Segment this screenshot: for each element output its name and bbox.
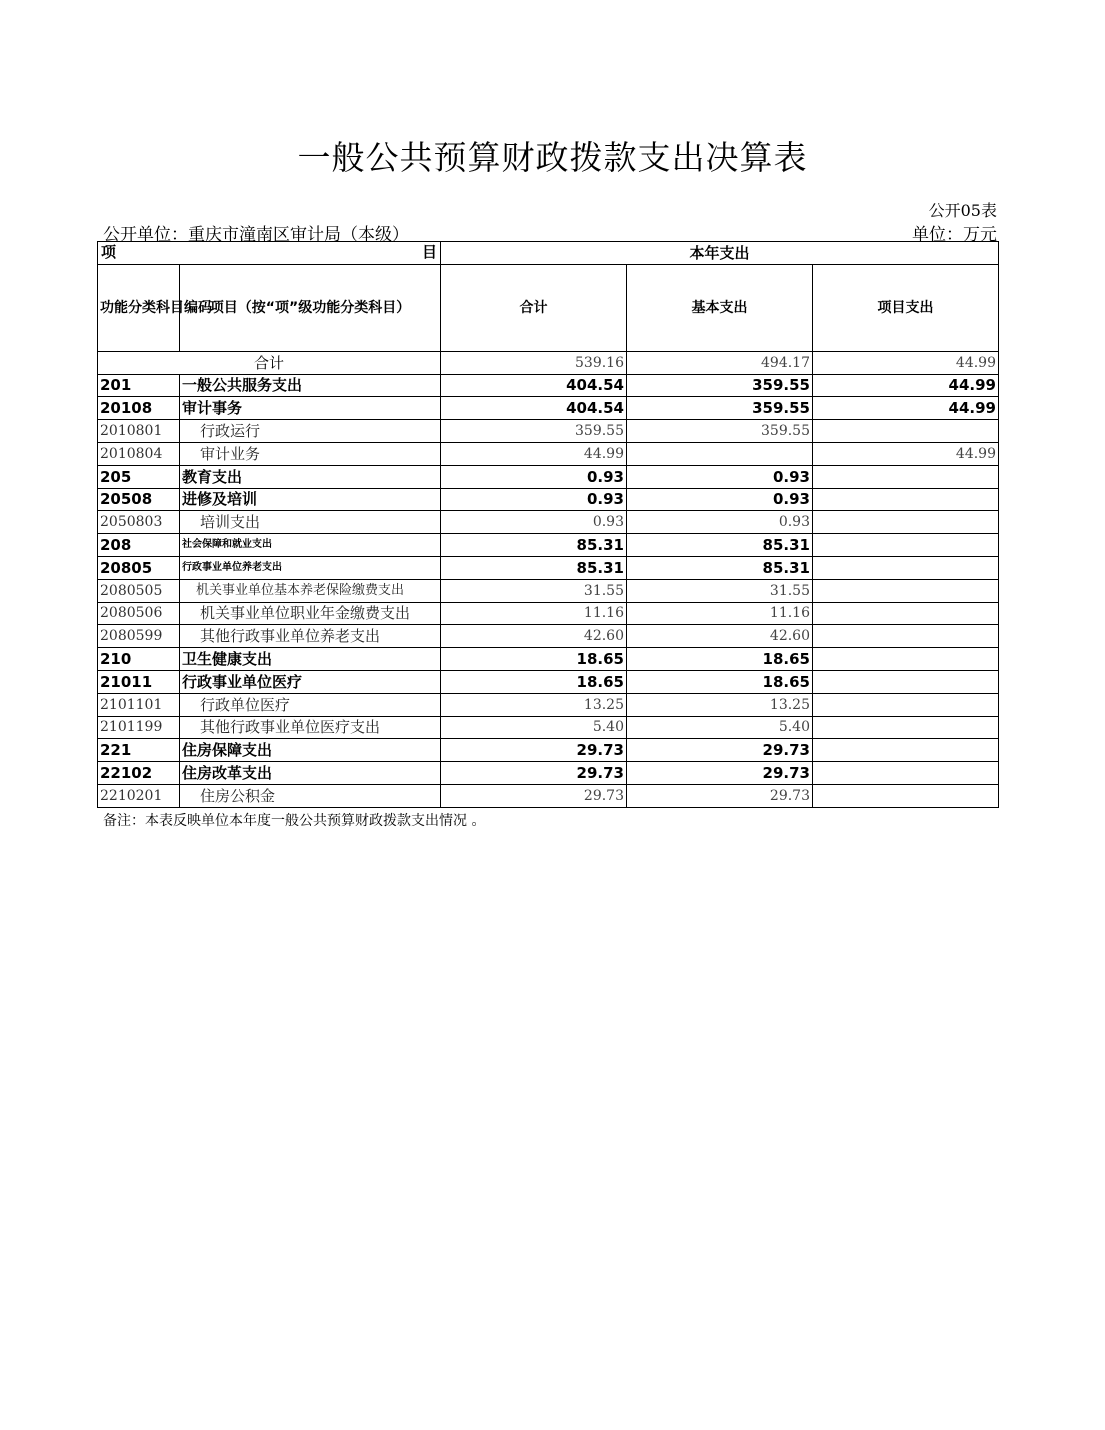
code-cell: 21011 (98, 670, 180, 693)
project-cell (813, 602, 999, 625)
project-cell (813, 784, 999, 807)
total-cell: 18.65 (441, 670, 627, 693)
code-cell: 201 (98, 374, 180, 397)
project-cell (813, 534, 999, 557)
code-cell: 208 (98, 534, 180, 557)
form-number: 公开05表 (928, 201, 997, 220)
project-cell (813, 648, 999, 671)
code-cell: 210 (98, 648, 180, 671)
code-cell: 205 (98, 465, 180, 488)
code-cell: 2050803 (98, 511, 180, 534)
name-cell: 行政事业单位养老支出 (180, 556, 441, 579)
name-cell: 行政单位医疗 (180, 693, 441, 716)
basic-cell: 359.55 (627, 397, 813, 420)
expenditure-table (97, 241, 999, 808)
table-row (98, 465, 999, 488)
code-cell: 20108 (98, 397, 180, 420)
basic-cell: 42.60 (627, 625, 813, 648)
basic-cell: 0.93 (627, 488, 813, 511)
total-cell: 0.93 (441, 488, 627, 511)
basic-cell: 0.93 (627, 511, 813, 534)
basic-cell: 5.40 (627, 716, 813, 739)
total-cell: 404.54 (441, 374, 627, 397)
total-cell: 42.60 (441, 625, 627, 648)
project-cell: 44.99 (813, 374, 999, 397)
name-cell: 住房改革支出 (180, 762, 441, 785)
table-row (98, 625, 999, 648)
table-row (98, 670, 999, 693)
table-row (98, 784, 999, 807)
total-total-cell: 539.16 (441, 351, 627, 374)
project-cell (813, 511, 999, 534)
code-cell: 2010804 (98, 442, 180, 465)
total-cell: 85.31 (441, 556, 627, 579)
name-cell: 其他行政事业单位医疗支出 (180, 716, 441, 739)
total-cell: 29.73 (441, 762, 627, 785)
header-row-2 (98, 264, 999, 351)
project-header-right: 目 (421, 243, 437, 261)
total-column-header: 合计 (441, 264, 627, 351)
total-cell: 29.73 (441, 784, 627, 807)
code-cell: 20805 (98, 556, 180, 579)
reporting-organization: 公开单位：重庆市潼南区审计局（本级） (103, 225, 409, 245)
total-basic-cell: 494.17 (627, 351, 813, 374)
project-cell (813, 670, 999, 693)
basic-cell: 85.31 (627, 556, 813, 579)
table-row (98, 511, 999, 534)
project-cell (813, 465, 999, 488)
total-cell: 44.99 (441, 442, 627, 465)
project-cell (813, 693, 999, 716)
basic-cell: 18.65 (627, 670, 813, 693)
total-project-cell: 44.99 (813, 351, 999, 374)
table-row (98, 693, 999, 716)
project-cell (813, 716, 999, 739)
name-cell: 行政事业单位医疗 (180, 670, 441, 693)
project-cell: 44.99 (813, 397, 999, 420)
currency-unit: 单位：万元 (912, 225, 997, 245)
project-cell (813, 762, 999, 785)
basic-cell: 13.25 (627, 693, 813, 716)
total-cell: 0.93 (441, 511, 627, 534)
project-header-left: 项 (101, 243, 117, 261)
name-cell: 教育支出 (180, 465, 441, 488)
name-cell: 住房公积金 (180, 784, 441, 807)
table-row (98, 488, 999, 511)
basic-cell: 29.73 (627, 762, 813, 785)
project-cell (813, 739, 999, 762)
basic-cell: 0.93 (627, 465, 813, 488)
table-row (98, 420, 999, 443)
page-title: 一般公共预算财政拨款支出决算表 (297, 138, 808, 177)
total-cell: 31.55 (441, 579, 627, 602)
project-column-header: 项目支出 (813, 264, 999, 351)
code-cell: 2101101 (98, 693, 180, 716)
total-cell: 18.65 (441, 648, 627, 671)
name-cell: 社会保障和就业支出 (180, 534, 441, 557)
project-cell (813, 579, 999, 602)
code-cell: 2080505 (98, 579, 180, 602)
total-cell: 0.93 (441, 465, 627, 488)
code-cell: 2101199 (98, 716, 180, 739)
name-cell: 审计事务 (180, 397, 441, 420)
code-cell: 2210201 (98, 784, 180, 807)
basic-cell: 11.16 (627, 602, 813, 625)
total-cell: 29.73 (441, 739, 627, 762)
code-cell: 2080599 (98, 625, 180, 648)
project-cell (813, 556, 999, 579)
project-cell (813, 488, 999, 511)
code-cell: 221 (98, 739, 180, 762)
basic-cell: 85.31 (627, 534, 813, 557)
name-cell: 行政运行 (180, 420, 441, 443)
basic-cell: 31.55 (627, 579, 813, 602)
total-row (98, 351, 999, 374)
basic-cell (627, 442, 813, 465)
total-cell: 5.40 (441, 716, 627, 739)
basic-cell: 18.65 (627, 648, 813, 671)
basic-column-header: 基本支出 (627, 264, 813, 351)
project-cell (813, 625, 999, 648)
code-cell: 2010801 (98, 420, 180, 443)
basic-cell: 29.73 (627, 784, 813, 807)
name-cell: 机关事业单位职业年金缴费支出 (180, 602, 441, 625)
table-row (98, 374, 999, 397)
name-cell: 进修及培训 (180, 488, 441, 511)
basic-cell: 359.55 (627, 420, 813, 443)
total-cell: 11.16 (441, 602, 627, 625)
header-row-1 (98, 242, 999, 265)
project-cell: 44.99 (813, 442, 999, 465)
table-row (98, 739, 999, 762)
name-cell: 卫生健康支出 (180, 648, 441, 671)
name-cell: 一般公共服务支出 (180, 374, 441, 397)
name-cell: 审计业务 (180, 442, 441, 465)
basic-cell: 359.55 (627, 374, 813, 397)
project-cell (813, 420, 999, 443)
table-row (98, 556, 999, 579)
current-year-header: 本年支出 (441, 242, 999, 265)
code-column-header: 功能分类科目编码 (98, 264, 180, 351)
total-cell: 13.25 (441, 693, 627, 716)
table-row (98, 397, 999, 420)
name-column-header: 项目（按“项”级功能分类科目） (180, 264, 441, 351)
code-cell: 20508 (98, 488, 180, 511)
table-row (98, 442, 999, 465)
table-row (98, 534, 999, 557)
total-cell: 85.31 (441, 534, 627, 557)
total-cell: 359.55 (441, 420, 627, 443)
name-cell: 其他行政事业单位养老支出 (180, 625, 441, 648)
total-label: 合计 (98, 351, 441, 374)
name-cell: 住房保障支出 (180, 739, 441, 762)
table-row (98, 602, 999, 625)
code-cell: 22102 (98, 762, 180, 785)
table-row (98, 762, 999, 785)
basic-cell: 29.73 (627, 739, 813, 762)
name-cell: 培训支出 (180, 511, 441, 534)
name-cell: 机关事业单位基本养老保险缴费支出 (180, 579, 441, 602)
total-cell: 404.54 (441, 397, 627, 420)
footnote: 备注：本表反映单位本年度一般公共预算财政拨款支出情况 。 (103, 813, 486, 829)
project-header (98, 242, 441, 265)
code-cell: 2080506 (98, 602, 180, 625)
table-row (98, 579, 999, 602)
table-row (98, 648, 999, 671)
table-row (98, 716, 999, 739)
